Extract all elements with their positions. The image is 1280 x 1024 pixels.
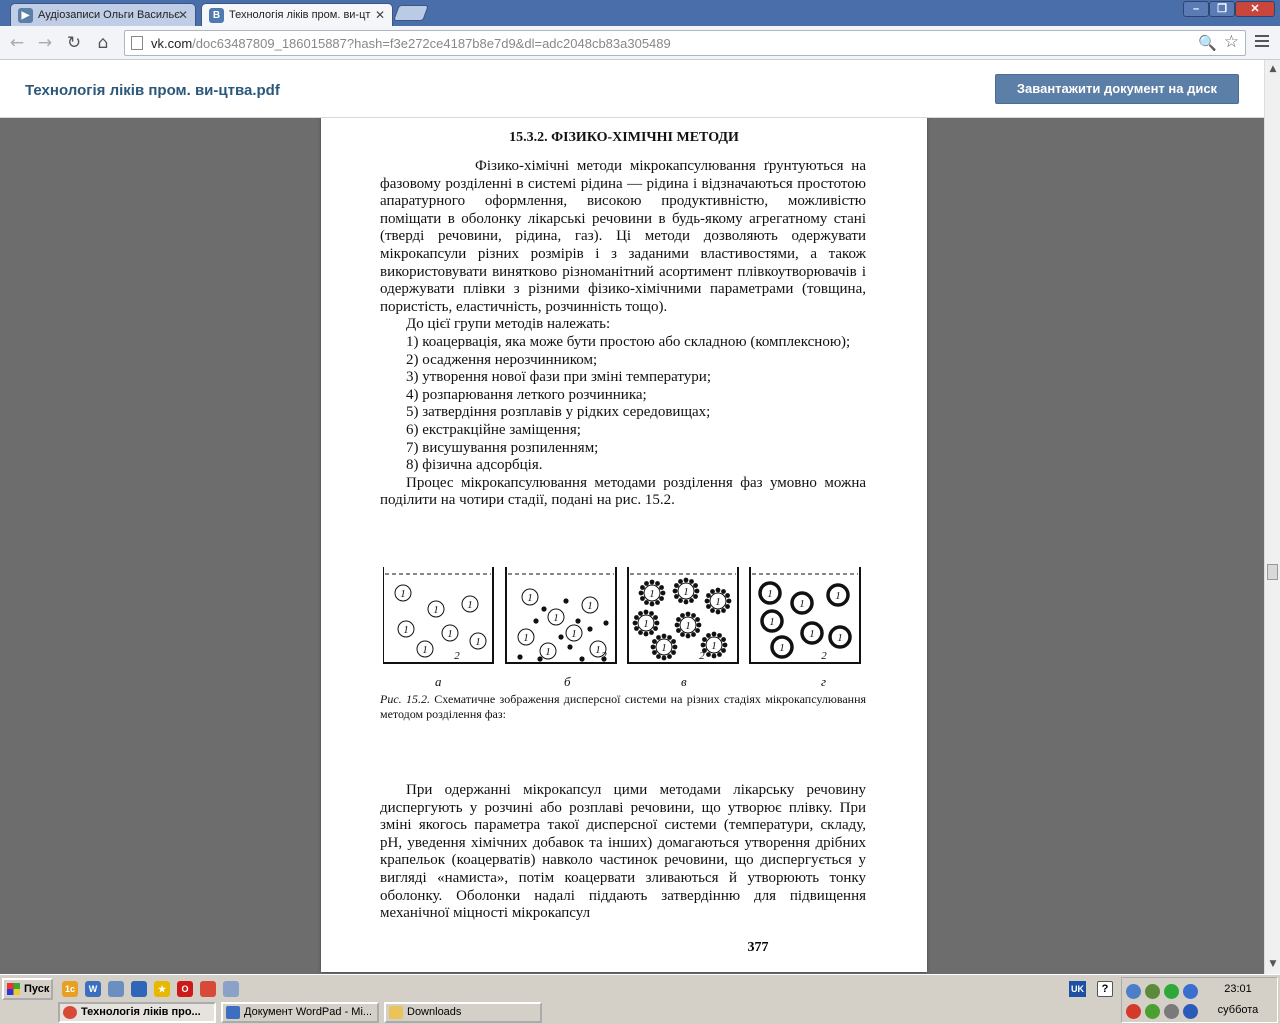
droplet bbox=[661, 591, 666, 596]
list-item: 4) розпарювання леткого розчинника; bbox=[406, 386, 647, 403]
taskbar-button-label: Технологія ліків про... bbox=[81, 1006, 201, 1018]
droplet bbox=[706, 604, 711, 609]
droplet bbox=[533, 618, 538, 623]
doc-title: Технологія ліків пром. ви-цтва.pdf bbox=[25, 82, 280, 99]
scroll-up-icon[interactable]: ▲ bbox=[1269, 64, 1277, 74]
droplet bbox=[567, 644, 572, 649]
particle-label: 1 bbox=[685, 620, 691, 632]
zoom-icon[interactable]: 🔍 bbox=[1198, 34, 1217, 52]
panel-label-b: б bbox=[564, 674, 571, 689]
droplet bbox=[689, 579, 694, 584]
list-item: 6) екстракційне заміщення; bbox=[406, 421, 581, 438]
droplet bbox=[644, 581, 649, 586]
droplet bbox=[716, 610, 721, 615]
start-label: Пуск bbox=[24, 983, 50, 995]
wordpad-icon bbox=[226, 1006, 240, 1019]
particle-label: 1 bbox=[403, 624, 409, 636]
particle-label: 1 bbox=[475, 636, 481, 648]
droplet bbox=[659, 585, 664, 590]
droplet bbox=[587, 626, 592, 631]
tab-label: Аудіозаписи Ольги Васильє bbox=[38, 9, 180, 21]
droplet bbox=[695, 617, 700, 622]
droplet bbox=[673, 589, 678, 594]
play-icon: ▶ bbox=[18, 8, 33, 23]
droplet bbox=[638, 630, 643, 635]
figure-15-2 bbox=[383, 563, 863, 688]
antivirus-icon[interactable] bbox=[1126, 1004, 1141, 1019]
list-item: 2) осадження нерозчинником; bbox=[406, 351, 598, 368]
droplet bbox=[659, 596, 664, 601]
particle-label: 1 bbox=[715, 596, 721, 608]
droplet bbox=[653, 626, 658, 631]
list-item: 5) затвердіння розплавів у рідких середовищах; bbox=[406, 404, 711, 421]
particle-label: 1 bbox=[467, 599, 473, 611]
droplet bbox=[705, 599, 710, 604]
particle-label: 1 bbox=[711, 640, 717, 652]
droplet bbox=[678, 579, 683, 584]
start-button[interactable] bbox=[2, 978, 53, 1000]
droplet bbox=[634, 626, 639, 631]
droplet bbox=[633, 621, 638, 626]
figure-caption bbox=[380, 692, 866, 721]
droplet bbox=[684, 600, 689, 605]
panel-label-v: в bbox=[681, 674, 687, 689]
page-icon bbox=[131, 36, 143, 50]
agent-icon[interactable] bbox=[1145, 1004, 1160, 1019]
panel-label-g: г bbox=[821, 674, 827, 689]
opera-icon[interactable]: O bbox=[177, 981, 193, 997]
notepad-icon[interactable] bbox=[223, 981, 239, 997]
droplet bbox=[721, 648, 726, 653]
minimize-icon[interactable]: – bbox=[1183, 1, 1209, 17]
taskbar-button-label: Документ WordPad - Mi... bbox=[244, 1006, 373, 1018]
droplet bbox=[649, 630, 654, 635]
doc-header bbox=[0, 60, 1264, 118]
tab-audio[interactable] bbox=[10, 3, 196, 26]
windows-logo-icon bbox=[7, 983, 20, 995]
caption-prefix: Рис. 15.2. bbox=[380, 692, 430, 706]
droplet bbox=[710, 608, 715, 613]
droplet bbox=[667, 635, 672, 640]
section-heading: 15.3.2. ФІЗИКО-ХІМІЧНІ МЕТОДИ bbox=[509, 130, 739, 145]
particle-label: 1 bbox=[837, 632, 843, 644]
droplet bbox=[656, 654, 661, 659]
droplet bbox=[656, 635, 661, 640]
droplet bbox=[634, 615, 639, 620]
droplet bbox=[678, 598, 683, 603]
particle-label: 1 bbox=[422, 644, 428, 656]
droplet bbox=[640, 585, 645, 590]
droplet bbox=[639, 591, 644, 596]
chrome-icon bbox=[63, 1006, 77, 1019]
panel-label-a: а bbox=[435, 674, 442, 689]
folder-icon bbox=[389, 1006, 403, 1019]
network-icon[interactable] bbox=[108, 981, 124, 997]
reload-icon[interactable]: ↻ bbox=[66, 33, 82, 53]
droplet bbox=[655, 621, 660, 626]
volume-icon[interactable] bbox=[1183, 1004, 1198, 1019]
tab-label: Технологія ліків пром. ви-цт bbox=[229, 9, 371, 21]
droplet bbox=[662, 634, 667, 639]
droplet bbox=[693, 583, 698, 588]
droplet bbox=[675, 623, 680, 628]
home-icon[interactable]: ⌂ bbox=[97, 33, 109, 53]
droplet bbox=[671, 639, 676, 644]
droplet bbox=[652, 639, 657, 644]
paragraph-3: Процес мікрокапсулювання методами розділення фаз умовно можна поділити на чотири стадії, подані на рис. 15.2. bbox=[380, 474, 866, 509]
particle-label: 1 bbox=[447, 628, 453, 640]
particle-label: 1 bbox=[799, 598, 805, 610]
back-icon[interactable]: ← bbox=[9, 33, 25, 53]
close-tab-icon[interactable]: ✕ bbox=[374, 8, 385, 22]
droplet bbox=[721, 589, 726, 594]
particle-label: 1 bbox=[683, 586, 689, 598]
droplet bbox=[517, 654, 522, 659]
droplet bbox=[650, 580, 655, 585]
droplet bbox=[689, 598, 694, 603]
particle-label: 1 bbox=[661, 642, 667, 654]
droplet bbox=[674, 594, 679, 599]
droplet bbox=[716, 588, 721, 593]
medium-label: 2 bbox=[454, 650, 460, 662]
droplet bbox=[706, 633, 711, 638]
droplet bbox=[721, 637, 726, 642]
favorites-star-icon[interactable]: ★ bbox=[154, 981, 170, 997]
droplet bbox=[644, 600, 649, 605]
paragraph-1: Фізико-хімічні методи мікрокапсулювання ґрунтуються на фазовому розділенні в системі рідина — рідина і відзначаються простотою апаратурного оформлення, високою продуктивністю, можливістю поміщати в оболонку лікарські речовини в будь-якому агрегатному стані (тверді речовини, рідина, газ). Ці методи дозволяють одержувати мікрокапсули різних розмірів і з заданими властивостями, а також використовувати винятково різноманітний асортимент плівкоутворювачів і одержувати плівки з різними фізико-хімічними параметрами (товщина, пористість, еластичність, розчинність тощо). bbox=[380, 158, 866, 315]
caption-text: Схематичне зображення дисперсної системи на різних стадіях мікрокапсулювання методом розділення фаз: bbox=[380, 692, 867, 721]
wordpad-icon[interactable]: W bbox=[85, 981, 101, 997]
particle-label: 1 bbox=[779, 642, 785, 654]
clover-icon[interactable] bbox=[1164, 984, 1179, 999]
droplet bbox=[563, 598, 568, 603]
page-number: 377 bbox=[747, 940, 769, 955]
particle-label: 1 bbox=[553, 612, 559, 624]
power-icon[interactable] bbox=[1183, 984, 1198, 999]
droplet bbox=[691, 613, 696, 618]
scroll-thumb[interactable] bbox=[1267, 564, 1278, 580]
list-item: 7) висушування розпиленням; bbox=[406, 439, 599, 456]
droplet bbox=[706, 593, 711, 598]
droplet bbox=[725, 604, 730, 609]
usb-icon[interactable] bbox=[1145, 984, 1160, 999]
droplet bbox=[712, 632, 717, 637]
droplet bbox=[671, 650, 676, 655]
droplet bbox=[541, 606, 546, 611]
url-text: vk.com/doc63487809_186015887?hash=f3e272ce4187b8e7d9&dl=adc2048cb83a305489 bbox=[151, 36, 671, 51]
close-window-icon[interactable]: ✕ bbox=[1235, 1, 1275, 17]
particle-label: 1 bbox=[595, 644, 601, 656]
droplet bbox=[695, 628, 700, 633]
outlook-icon[interactable] bbox=[131, 981, 147, 997]
particle-label: 1 bbox=[523, 632, 529, 644]
droplet bbox=[695, 589, 700, 594]
droplet bbox=[712, 654, 717, 659]
list-item: 3) утворення нової фази при зміні температури; bbox=[406, 369, 711, 386]
medium-label: 2 bbox=[821, 650, 827, 662]
1c-icon[interactable]: 1c bbox=[62, 981, 78, 997]
droplet bbox=[680, 632, 685, 637]
document-viewer[interactable] bbox=[0, 118, 1264, 974]
paragraph-2: До цієї групи методів належать: bbox=[406, 316, 611, 333]
droplet bbox=[717, 652, 722, 657]
address-bar[interactable] bbox=[124, 30, 1246, 56]
taskbar-button[interactable] bbox=[58, 1002, 216, 1023]
particle-label: 1 bbox=[809, 628, 815, 640]
droplet bbox=[640, 596, 645, 601]
droplet bbox=[579, 656, 584, 661]
droplet bbox=[701, 643, 706, 648]
droplet bbox=[662, 656, 667, 661]
taskbar-button[interactable] bbox=[384, 1002, 542, 1023]
droplet bbox=[537, 656, 542, 661]
droplet bbox=[697, 623, 702, 628]
droplet bbox=[649, 611, 654, 616]
network-icon[interactable] bbox=[1126, 984, 1141, 999]
droplet bbox=[652, 650, 657, 655]
chrome-icon[interactable] bbox=[200, 981, 216, 997]
vertical-scrollbar[interactable] bbox=[1264, 60, 1280, 974]
new-tab-button[interactable] bbox=[393, 5, 429, 21]
paragraph-4: При одержанні мікрокапсул цими методами лікарську речовину диспергують у розчині або розплаві речовини, що утворює плівку. При зміні якогось параметра такої дисперсної системи (температури, складу, pH, уведення хімічних добавок та інших) домагаються утворення дрібних крапельок (коацерватів) навколо частинок речовини, що диспергується у вигляді «намиста», потім коацервати зливаються й утворюють тонку оболонку. Оболонки надалі піддають затвердінню для підвищення механічної міцності мікрокапсул bbox=[380, 782, 866, 922]
droplet bbox=[680, 613, 685, 618]
droplet bbox=[684, 578, 689, 583]
pdf-page bbox=[321, 118, 927, 972]
particle-label: 1 bbox=[649, 588, 655, 600]
droplet bbox=[653, 615, 658, 620]
droplet bbox=[727, 599, 732, 604]
droplet bbox=[723, 643, 728, 648]
particle-label: 1 bbox=[643, 618, 649, 630]
taskbar-button[interactable] bbox=[221, 1002, 379, 1023]
particle-label: 1 bbox=[545, 646, 551, 658]
particle-label: 1 bbox=[767, 588, 773, 600]
particle-label: 1 bbox=[571, 628, 577, 640]
droplet bbox=[691, 632, 696, 637]
taskbar-button-label: Downloads bbox=[407, 1006, 462, 1018]
droplet bbox=[693, 594, 698, 599]
clock[interactable]: 23:01 bbox=[1224, 983, 1252, 995]
droplet bbox=[655, 600, 660, 605]
save-to-disk-button[interactable]: Завантажити документ на диск bbox=[995, 74, 1239, 104]
droplet bbox=[686, 634, 691, 639]
droplet bbox=[644, 610, 649, 615]
droplet bbox=[717, 633, 722, 638]
body-bottom bbox=[380, 782, 866, 923]
particle-label: 1 bbox=[587, 600, 593, 612]
restore-icon[interactable]: ❐ bbox=[1209, 1, 1235, 17]
droplet bbox=[655, 581, 660, 586]
browser-toolbar bbox=[0, 26, 1280, 60]
tab-strip bbox=[0, 0, 1280, 26]
taskbar bbox=[0, 974, 1280, 1024]
droplet bbox=[667, 654, 672, 659]
droplet bbox=[721, 608, 726, 613]
droplet bbox=[651, 645, 656, 650]
day-of-week: суббота bbox=[1217, 1004, 1259, 1016]
droplet bbox=[725, 593, 730, 598]
droplet bbox=[650, 602, 655, 607]
particle-label: 1 bbox=[400, 588, 406, 600]
particle-label: 1 bbox=[527, 592, 533, 604]
methods-list bbox=[380, 334, 866, 475]
medium-label: 2 bbox=[699, 650, 705, 662]
close-tab-icon[interactable]: ✕ bbox=[177, 8, 188, 22]
droplet bbox=[702, 637, 707, 642]
medium-label: 2 bbox=[601, 650, 607, 662]
bookmark-star-icon[interactable]: ☆ bbox=[1223, 32, 1239, 52]
particle-label: 1 bbox=[769, 616, 775, 628]
droplet bbox=[575, 618, 580, 623]
list-item: 1) коацервація, яка може бути простою або складною (комплексною); bbox=[406, 333, 851, 350]
droplet bbox=[673, 645, 678, 650]
droplet bbox=[603, 620, 608, 625]
chrome-menu-icon[interactable] bbox=[1255, 35, 1269, 50]
droplet bbox=[686, 612, 691, 617]
droplet bbox=[676, 617, 681, 622]
droplet bbox=[638, 611, 643, 616]
particle-label: 1 bbox=[433, 604, 439, 616]
droplet bbox=[706, 652, 711, 657]
vk-icon: B bbox=[209, 8, 224, 23]
droplet bbox=[674, 583, 679, 588]
settings-icon[interactable] bbox=[1164, 1004, 1179, 1019]
droplet bbox=[558, 634, 563, 639]
forward-icon[interactable]: → bbox=[37, 33, 53, 53]
droplet bbox=[644, 632, 649, 637]
tab-document[interactable] bbox=[201, 3, 393, 26]
scroll-down-icon[interactable]: ▼ bbox=[1269, 959, 1277, 969]
help-icon[interactable]: ? bbox=[1097, 981, 1113, 997]
droplet bbox=[710, 589, 715, 594]
particle-label: 1 bbox=[835, 590, 841, 602]
body-top bbox=[380, 158, 866, 510]
list-item: 8) фізична адсорбція. bbox=[406, 457, 543, 474]
language-indicator[interactable]: UK bbox=[1069, 981, 1086, 997]
droplet bbox=[676, 628, 681, 633]
